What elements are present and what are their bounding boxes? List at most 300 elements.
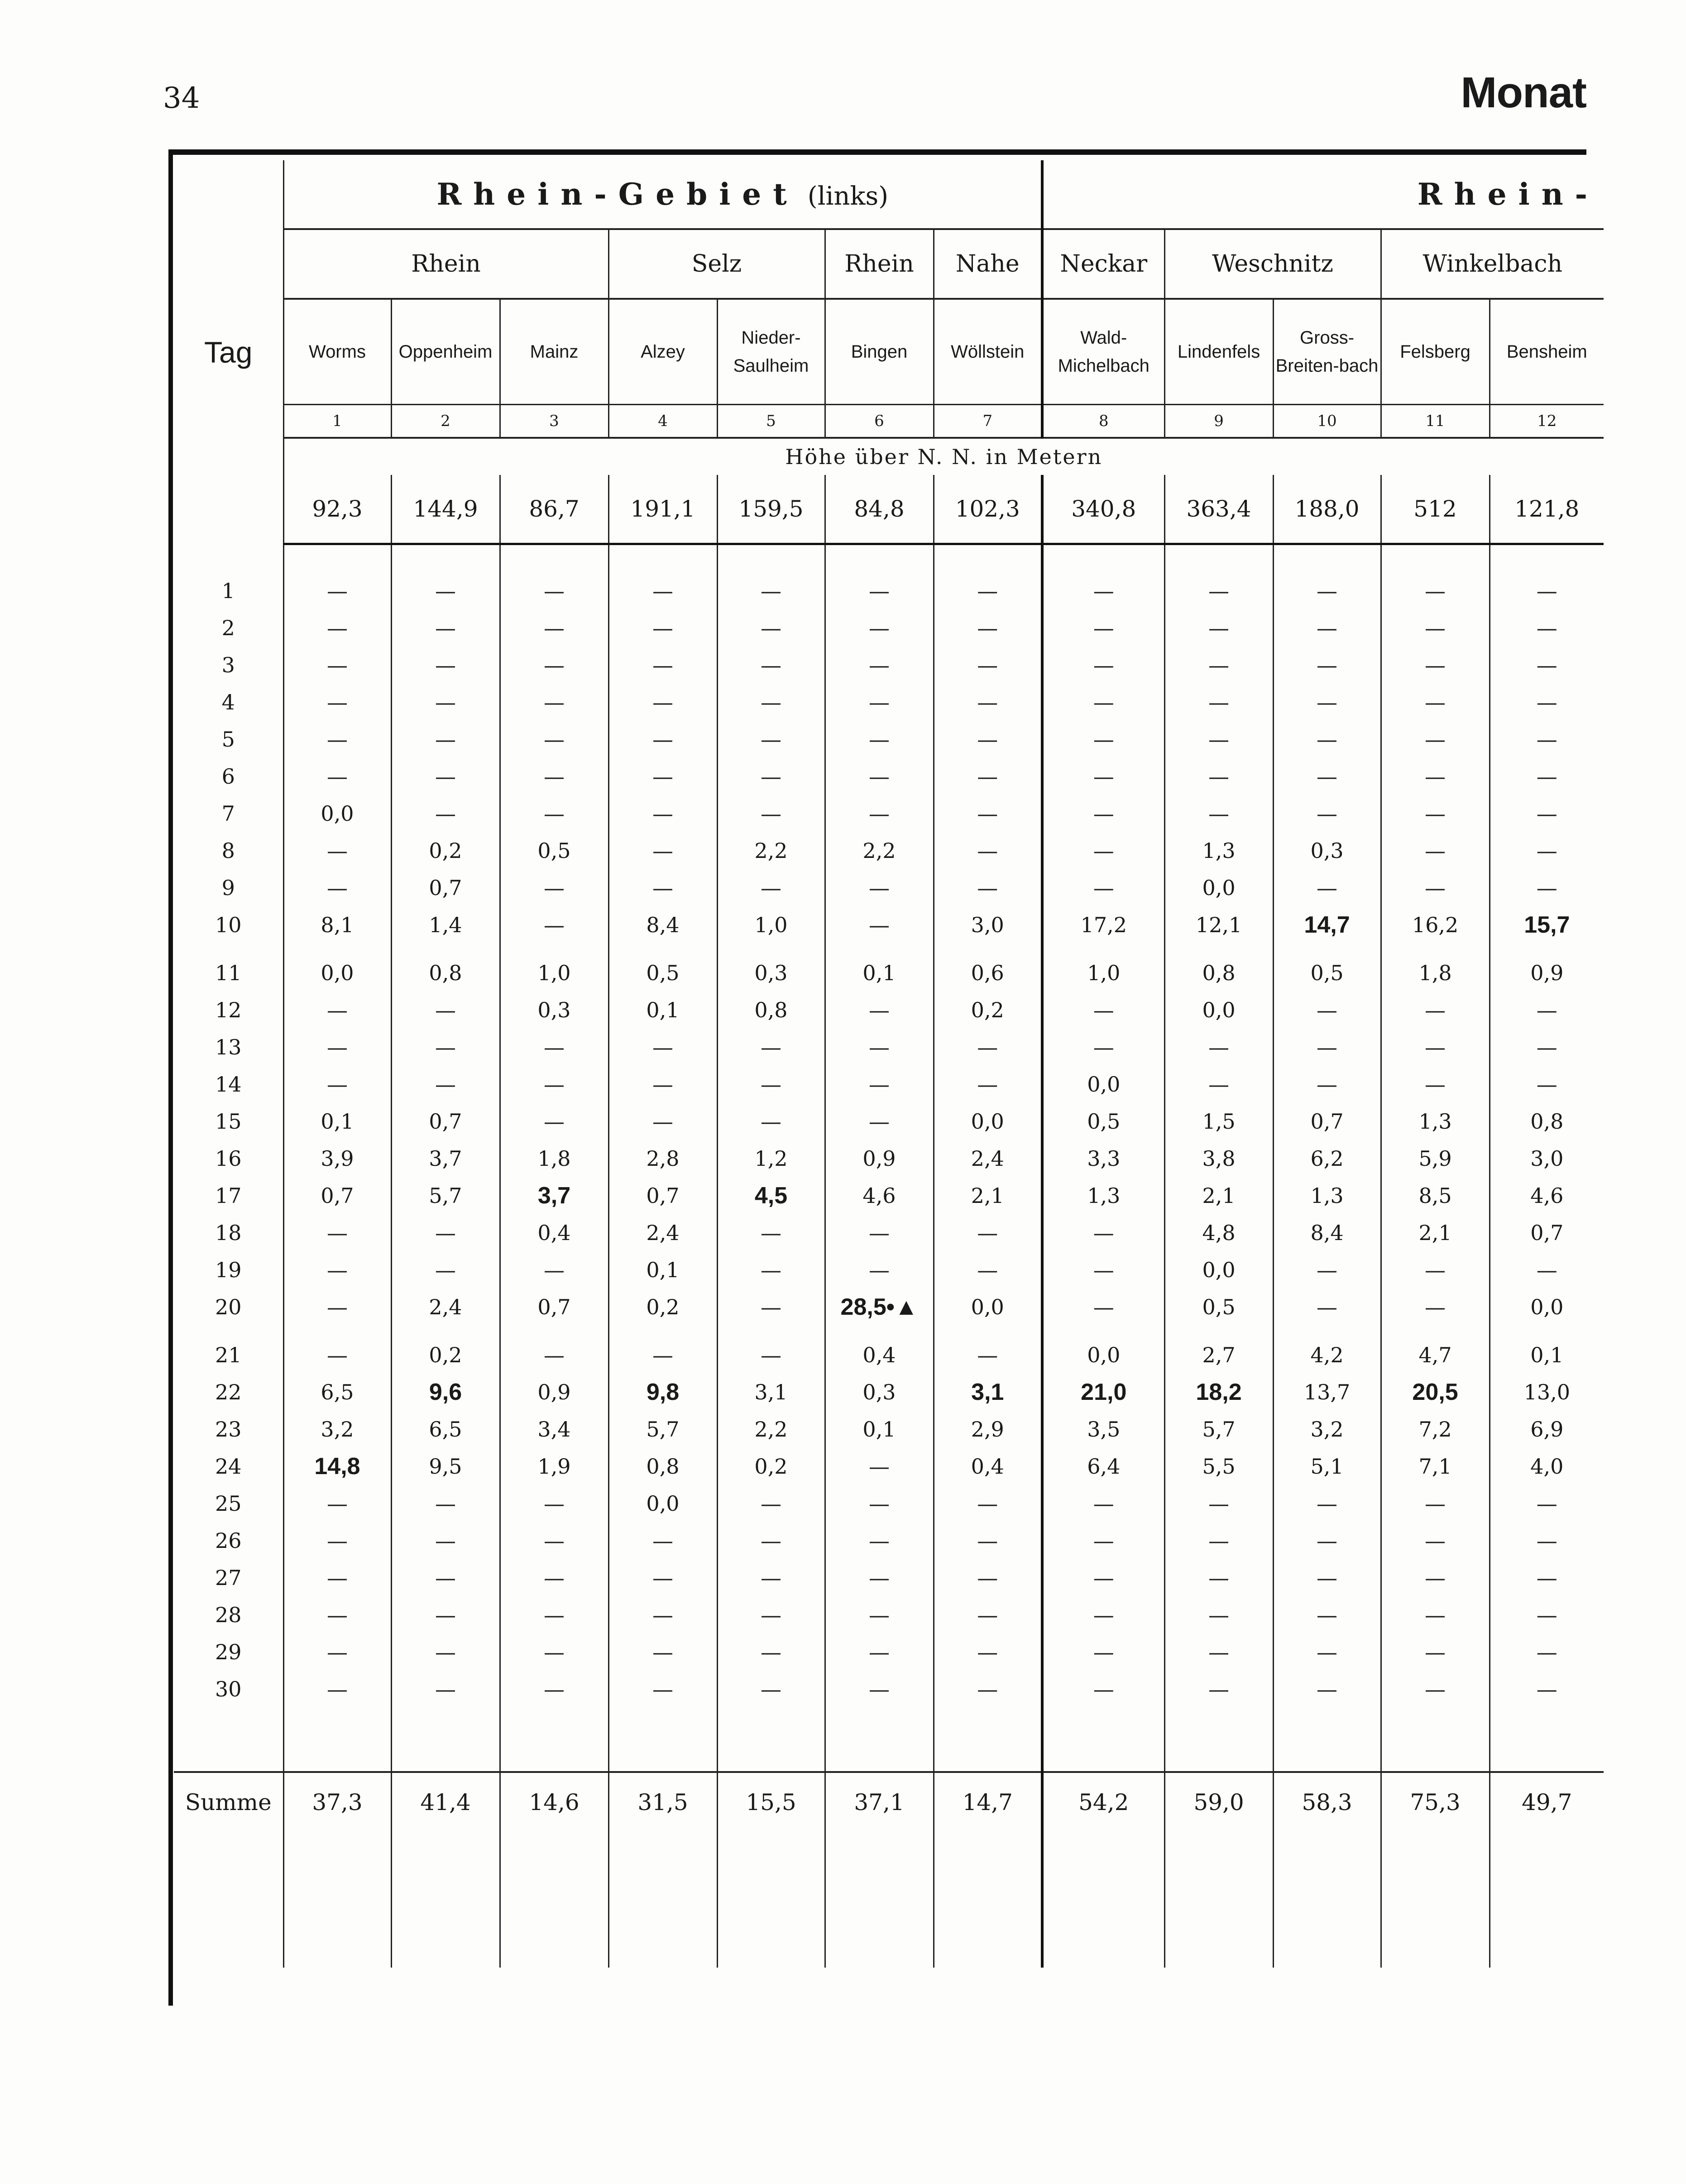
precip-value: — <box>283 1336 391 1374</box>
precip-value: 0,8 <box>391 954 500 991</box>
precip-value: — <box>825 1559 934 1596</box>
precip-value: — <box>500 1671 608 1708</box>
river-weschnitz: Weschnitz <box>1164 229 1381 299</box>
precip-value: — <box>934 1671 1042 1708</box>
precip-value: — <box>283 1214 391 1251</box>
precip-value: — <box>717 795 825 832</box>
day-number: 30 <box>215 1677 242 1701</box>
precip-value: — <box>500 1103 608 1140</box>
day-number: 17 <box>215 1183 242 1208</box>
precip-value: 0,7 <box>283 1177 391 1214</box>
precip-value: — <box>934 869 1042 906</box>
station-number-12: 12 <box>1490 405 1604 438</box>
precip-value: — <box>608 1559 717 1596</box>
day-row <box>174 1336 1604 1374</box>
precip-value: 2,1 <box>1164 1177 1273 1214</box>
sum-value-8: 54,2 <box>1042 1772 1164 1832</box>
precip-value: — <box>825 1251 934 1288</box>
precip-value: 3,8 <box>1164 1140 1273 1177</box>
precip-value: 1,3 <box>1273 1177 1381 1214</box>
precip-value: — <box>1042 991 1164 1029</box>
precip-value: — <box>500 1336 608 1374</box>
precip-value: 0,3 <box>500 991 608 1029</box>
precip-value: — <box>1273 795 1381 832</box>
precip-value: — <box>717 1066 825 1103</box>
precip-value: — <box>825 1633 934 1671</box>
day-number: 15 <box>215 1109 242 1134</box>
precip-value: 2,8 <box>608 1140 717 1177</box>
precip-value: 28,5•▲ <box>825 1288 934 1326</box>
sum-label: Summe <box>185 1789 272 1815</box>
precip-value: 6,4 <box>1042 1448 1164 1485</box>
precip-value: — <box>717 609 825 647</box>
precip-value: 0,1 <box>283 1103 391 1140</box>
precip-value: — <box>1042 758 1164 795</box>
river-neckar: Neckar <box>1042 229 1164 299</box>
day-row <box>174 906 1604 944</box>
precip-value: — <box>1164 1671 1273 1708</box>
precip-value: — <box>283 1633 391 1671</box>
sum-value-2: 41,4 <box>391 1772 500 1832</box>
precip-value: — <box>1381 991 1490 1029</box>
day-row <box>174 609 1604 647</box>
precip-value: — <box>1042 1485 1164 1522</box>
precip-value: 0,0 <box>608 1485 717 1522</box>
day-number: 18 <box>215 1221 242 1245</box>
precip-value: 1,0 <box>1042 954 1164 991</box>
precip-value: — <box>500 572 608 609</box>
precip-value: 20,5 <box>1381 1374 1490 1411</box>
day-number: 4 <box>221 690 235 714</box>
precip-value: 0,5 <box>1164 1288 1273 1326</box>
precip-value: — <box>1164 795 1273 832</box>
precip-value: 3,0 <box>1490 1140 1604 1177</box>
precip-value: — <box>283 1029 391 1066</box>
precip-value: 1,3 <box>1164 832 1273 869</box>
sum-value-4: 31,5 <box>608 1772 717 1832</box>
region-left-title: Rhein-Gebiet <box>436 177 799 212</box>
precip-value: — <box>717 1485 825 1522</box>
precip-value: — <box>717 1214 825 1251</box>
precip-value: — <box>391 1214 500 1251</box>
precip-value: — <box>500 1596 608 1633</box>
precip-value: 1,8 <box>500 1140 608 1177</box>
precip-value: — <box>608 758 717 795</box>
precip-value: — <box>391 1066 500 1103</box>
precip-value: — <box>1381 1633 1490 1671</box>
precip-value: — <box>391 1671 500 1708</box>
precip-value: — <box>1381 795 1490 832</box>
precip-value: — <box>608 684 717 721</box>
precip-value: — <box>283 991 391 1029</box>
precip-value: — <box>934 1214 1042 1251</box>
day-row <box>174 1140 1604 1177</box>
precip-value: — <box>1273 1251 1381 1288</box>
precip-value: 0,2 <box>391 832 500 869</box>
station-elevation-6: 84,8 <box>825 475 934 544</box>
precip-value: — <box>500 1633 608 1671</box>
precip-value: — <box>1042 1596 1164 1633</box>
precip-value: 0,5 <box>608 954 717 991</box>
precip-value: 14,7 <box>1273 906 1381 944</box>
precip-value: 9,8 <box>608 1374 717 1411</box>
sum-value-11: 75,3 <box>1381 1772 1490 1832</box>
precip-value: — <box>500 1251 608 1288</box>
station-number-10: 10 <box>1273 405 1381 438</box>
precip-value: — <box>283 758 391 795</box>
precip-value: — <box>934 1029 1042 1066</box>
precip-value: 2,4 <box>608 1214 717 1251</box>
precip-value: — <box>1490 1522 1604 1559</box>
river-rhein-1: Rhein <box>283 229 608 299</box>
precip-value: — <box>391 684 500 721</box>
day-number: 25 <box>215 1491 242 1516</box>
day-number: 8 <box>221 838 235 863</box>
precip-value: — <box>391 1633 500 1671</box>
precip-value: — <box>717 647 825 684</box>
precip-value: 0,1 <box>1490 1336 1604 1374</box>
precip-value: 4,5 <box>717 1177 825 1214</box>
precip-value: — <box>717 869 825 906</box>
precip-value: — <box>934 1251 1042 1288</box>
precip-value: — <box>717 1251 825 1288</box>
precip-value: 0,8 <box>1490 1103 1604 1140</box>
precip-value: — <box>500 1029 608 1066</box>
precip-value: — <box>717 684 825 721</box>
precip-value: — <box>391 795 500 832</box>
precip-value: — <box>283 1522 391 1559</box>
precip-value: — <box>1381 1671 1490 1708</box>
precip-value: 6,9 <box>1490 1411 1604 1448</box>
precip-value: — <box>825 1214 934 1251</box>
precip-value: 0,8 <box>608 1448 717 1485</box>
station-name-9: Lindenfels <box>1164 299 1273 405</box>
day-row <box>174 1066 1604 1103</box>
precip-value: — <box>825 795 934 832</box>
precip-value: — <box>825 1522 934 1559</box>
precip-value: — <box>934 1559 1042 1596</box>
precip-value: — <box>1490 758 1604 795</box>
station-elevation-10: 188,0 <box>1273 475 1381 544</box>
precip-value: — <box>1164 609 1273 647</box>
station-number-4: 4 <box>608 405 717 438</box>
precip-value: — <box>391 1029 500 1066</box>
precip-value: — <box>825 991 934 1029</box>
precip-value: — <box>934 647 1042 684</box>
precip-value: — <box>717 721 825 758</box>
river-rhein-2: Rhein <box>825 229 934 299</box>
precip-value: 0,7 <box>391 869 500 906</box>
precip-value: — <box>1490 1671 1604 1708</box>
precip-value: — <box>1164 758 1273 795</box>
day-number: 3 <box>221 653 235 677</box>
precip-value: 0,7 <box>500 1288 608 1326</box>
left-rule <box>168 149 173 2006</box>
precip-value: — <box>1381 869 1490 906</box>
precip-value: — <box>1164 1522 1273 1559</box>
precip-value: — <box>500 869 608 906</box>
day-number: 13 <box>215 1035 242 1059</box>
precip-value: 0,0 <box>1164 869 1273 906</box>
precip-value: — <box>1273 684 1381 721</box>
precip-value: — <box>934 1066 1042 1103</box>
precip-value: — <box>391 647 500 684</box>
precip-value: — <box>391 572 500 609</box>
month-title: Monat <box>1461 68 1586 117</box>
precip-value: — <box>283 869 391 906</box>
precip-value: 0,5 <box>1273 954 1381 991</box>
region-right-title: Rhein- <box>1417 177 1600 212</box>
precip-value: — <box>1490 832 1604 869</box>
precip-value: 2,9 <box>934 1411 1042 1448</box>
precip-value: — <box>825 684 934 721</box>
precip-value: 3,1 <box>717 1374 825 1411</box>
precip-value: — <box>1042 684 1164 721</box>
precip-value: 1,8 <box>1381 954 1490 991</box>
precip-value: 3,2 <box>283 1411 391 1448</box>
day-number: 19 <box>215 1258 242 1282</box>
precip-value: — <box>1381 647 1490 684</box>
precip-value: — <box>825 1671 934 1708</box>
precip-value: — <box>1490 572 1604 609</box>
precip-value: 3,5 <box>1042 1411 1164 1448</box>
precip-value: 3,4 <box>500 1411 608 1448</box>
day-number: 6 <box>221 764 235 789</box>
precip-value: — <box>1042 1522 1164 1559</box>
day-number: 21 <box>215 1343 242 1367</box>
precip-value: 2,1 <box>934 1177 1042 1214</box>
precip-value: 0,9 <box>500 1374 608 1411</box>
precip-value: — <box>1381 832 1490 869</box>
precip-value: 5,7 <box>1164 1411 1273 1448</box>
precip-value: 1,0 <box>717 906 825 944</box>
precip-value: 0,3 <box>825 1374 934 1411</box>
precip-value: — <box>1490 1066 1604 1103</box>
precip-value: 0,1 <box>825 954 934 991</box>
precip-value: 0,2 <box>608 1288 717 1326</box>
precip-value: — <box>391 1522 500 1559</box>
station-elevation-7: 102,3 <box>934 475 1042 544</box>
precip-value: — <box>825 1448 934 1485</box>
precip-value: 2,2 <box>717 832 825 869</box>
precip-value: — <box>608 832 717 869</box>
day-number: 28 <box>215 1603 242 1627</box>
precip-value: — <box>1490 1596 1604 1633</box>
station-name-8: Wald-Michelbach <box>1042 299 1164 405</box>
precip-value: 1,0 <box>500 954 608 991</box>
day-row <box>174 1411 1604 1448</box>
precip-value: — <box>934 721 1042 758</box>
precip-value: — <box>283 1596 391 1633</box>
sum-value-3: 14,6 <box>500 1772 608 1832</box>
precip-value: 13,0 <box>1490 1374 1604 1411</box>
day-row <box>174 832 1604 869</box>
precip-value: 4,2 <box>1273 1336 1381 1374</box>
precip-value: — <box>1164 1596 1273 1633</box>
precip-value: 0,0 <box>283 795 391 832</box>
station-elevation-2: 144,9 <box>391 475 500 544</box>
precip-value: 4,8 <box>1164 1214 1273 1251</box>
precip-value: 0,1 <box>608 991 717 1029</box>
precip-value: — <box>1381 1066 1490 1103</box>
precip-value: 8,4 <box>1273 1214 1381 1251</box>
precip-value: 1,3 <box>1042 1177 1164 1214</box>
precip-value: — <box>391 991 500 1029</box>
precip-value: — <box>1273 1288 1381 1326</box>
station-elevation-11: 512 <box>1381 475 1490 544</box>
precip-value: 0,5 <box>1042 1103 1164 1140</box>
precip-value: 5,1 <box>1273 1448 1381 1485</box>
precip-value: — <box>1042 609 1164 647</box>
precip-value: 5,5 <box>1164 1448 1273 1485</box>
precip-value: — <box>717 1288 825 1326</box>
precip-value: — <box>717 1671 825 1708</box>
precip-value: — <box>1042 1288 1164 1326</box>
river-winkelbach: Winkelbach <box>1381 229 1604 299</box>
precip-value: — <box>391 1251 500 1288</box>
precip-value: — <box>608 1066 717 1103</box>
precip-value: — <box>1273 758 1381 795</box>
precip-value: — <box>608 1596 717 1633</box>
precip-value: — <box>1164 1633 1273 1671</box>
precip-value: 4,6 <box>1490 1177 1604 1214</box>
precip-value: — <box>934 609 1042 647</box>
precip-value: — <box>1490 1633 1604 1671</box>
precip-value: 0,4 <box>934 1448 1042 1485</box>
day-number: 22 <box>215 1380 242 1404</box>
precip-value: — <box>391 1559 500 1596</box>
precip-value: — <box>1490 1251 1604 1288</box>
station-number-9: 9 <box>1164 405 1273 438</box>
precip-value: — <box>1042 721 1164 758</box>
precip-value: 6,5 <box>283 1374 391 1411</box>
day-row <box>174 1177 1604 1214</box>
precip-value: — <box>934 1336 1042 1374</box>
day-number: 2 <box>221 616 235 640</box>
precip-value: — <box>500 1485 608 1522</box>
precip-value: 0,3 <box>1273 832 1381 869</box>
precip-value: — <box>608 609 717 647</box>
precip-value: 0,4 <box>825 1336 934 1374</box>
precip-value: 8,5 <box>1381 1177 1490 1214</box>
day-number: 27 <box>215 1566 242 1590</box>
precip-value: — <box>1164 1559 1273 1596</box>
precip-value: — <box>1042 832 1164 869</box>
precip-value: — <box>717 758 825 795</box>
precip-value: — <box>1042 572 1164 609</box>
station-name-7: Wöllstein <box>934 299 1042 405</box>
sum-value-10: 58,3 <box>1273 1772 1381 1832</box>
precip-value: — <box>1381 1596 1490 1633</box>
day-number: 5 <box>221 727 235 752</box>
precip-value: — <box>1273 609 1381 647</box>
day-row <box>174 572 1604 609</box>
day-number: 23 <box>215 1417 242 1442</box>
sum-value-1: 37,3 <box>283 1772 391 1832</box>
precip-value: — <box>934 1522 1042 1559</box>
region-left-header <box>283 160 1042 229</box>
precip-value: — <box>1164 1029 1273 1066</box>
precip-value: 0,0 <box>1042 1066 1164 1103</box>
precip-value: 15,7 <box>1490 906 1604 944</box>
day-row <box>174 1288 1604 1326</box>
precip-value: — <box>825 609 934 647</box>
precip-value: — <box>1164 721 1273 758</box>
tag-header: Tag <box>204 335 253 369</box>
day-row <box>174 954 1604 991</box>
precip-value: — <box>1490 647 1604 684</box>
sum-value-6: 37,1 <box>825 1772 934 1832</box>
day-row <box>174 1559 1604 1596</box>
precip-value: 0,8 <box>1164 954 1273 991</box>
day-number: 29 <box>215 1640 242 1664</box>
station-number-5: 5 <box>717 405 825 438</box>
precip-value: — <box>500 647 608 684</box>
precip-value: — <box>825 869 934 906</box>
day-number: 10 <box>215 913 242 937</box>
precip-value: — <box>1042 1559 1164 1596</box>
day-row <box>174 869 1604 906</box>
precip-value: — <box>1164 1066 1273 1103</box>
precip-value: 16,2 <box>1381 906 1490 944</box>
precip-value: 3,7 <box>500 1177 608 1214</box>
station-elevation-3: 86,7 <box>500 475 608 544</box>
precip-value: 14,8 <box>283 1448 391 1485</box>
river-selz: Selz <box>608 229 825 299</box>
day-row <box>174 1596 1604 1633</box>
precip-value: — <box>717 1559 825 1596</box>
precipitation-table-frame <box>168 149 1600 2006</box>
station-number-6: 6 <box>825 405 934 438</box>
precip-value: — <box>500 906 608 944</box>
precip-value: 6,5 <box>391 1411 500 1448</box>
precip-value: — <box>717 1596 825 1633</box>
precip-value: 0,0 <box>1042 1336 1164 1374</box>
precip-value: — <box>1042 869 1164 906</box>
precip-value: — <box>283 1559 391 1596</box>
precip-value: 7,1 <box>1381 1448 1490 1485</box>
station-name-3: Mainz <box>500 299 608 405</box>
precip-value: — <box>1273 869 1381 906</box>
precip-value: — <box>391 1596 500 1633</box>
precip-value: — <box>1381 684 1490 721</box>
precip-value: — <box>717 572 825 609</box>
sum-value-7: 14,7 <box>934 1772 1042 1832</box>
precip-value: — <box>608 647 717 684</box>
precip-value: 5,7 <box>608 1411 717 1448</box>
day-number: 24 <box>215 1454 242 1479</box>
precip-value: 0,4 <box>500 1214 608 1251</box>
precip-value: — <box>500 721 608 758</box>
precip-value: — <box>608 1336 717 1374</box>
precip-value: 0,8 <box>717 991 825 1029</box>
sum-value-5: 15,5 <box>717 1772 825 1832</box>
station-elevation-1: 92,3 <box>283 475 391 544</box>
precip-value: — <box>500 1522 608 1559</box>
precip-value: — <box>1042 1671 1164 1708</box>
precip-value: 0,0 <box>283 954 391 991</box>
precip-value: — <box>1164 1485 1273 1522</box>
station-name-6: Bingen <box>825 299 934 405</box>
precip-value: — <box>1042 1214 1164 1251</box>
precip-value: — <box>934 1633 1042 1671</box>
precip-value: 0,7 <box>608 1177 717 1214</box>
precip-value: — <box>1381 1251 1490 1288</box>
precip-value: — <box>825 647 934 684</box>
precip-value: — <box>1381 609 1490 647</box>
station-elevation-12: 121,8 <box>1490 475 1604 544</box>
precip-value: — <box>500 795 608 832</box>
